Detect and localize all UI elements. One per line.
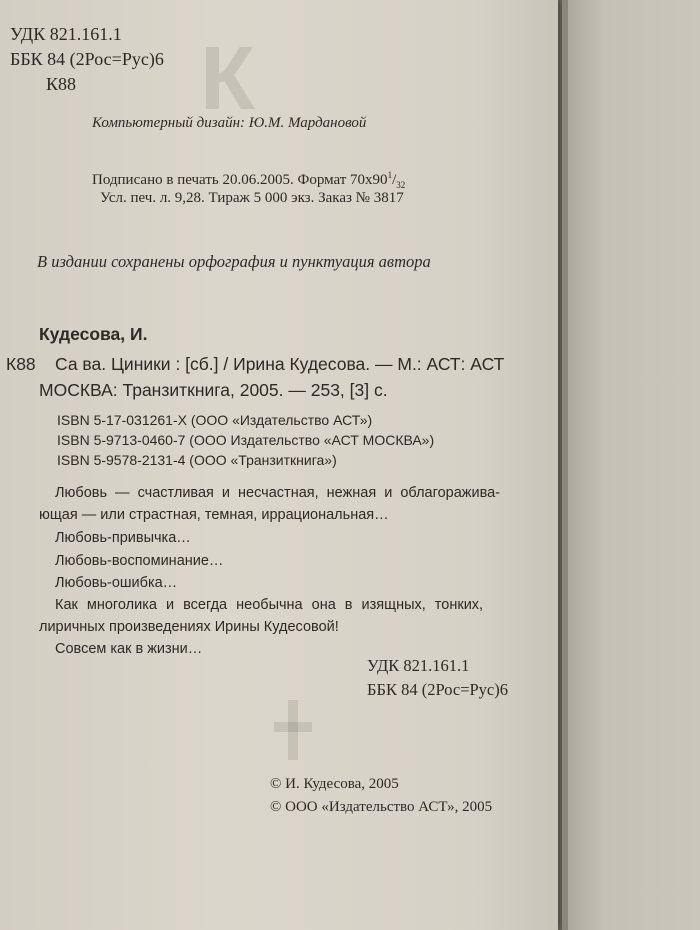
annotation-line: Любовь-воспоминание… [55,553,224,569]
footer-udk-code: УДК 821.161.1 [367,656,470,675]
isbn-line: ISBN 5-9578-2131-4 (ООО «Транзиткнига») [57,452,337,468]
footer-bbk-code: ББК 84 (2Рос=Рус)6 [367,680,508,699]
adjacent-page-edge [562,0,700,930]
page-gutter [562,0,568,930]
spelling-notice: В издании сохранены орфография и пунктуация автора [37,252,431,271]
show-through-title: К [200,29,257,129]
isbn-line: ISBN 5-17-031261-Х (ООО «Издательство АСТ») [57,412,373,428]
annotation-paragraph-2a: Как многолика и всегда необычна она в изящных, тонких, [55,597,484,613]
annotation-line: Любовь-привычка… [55,530,191,546]
isbn-line: ISBN 5-9713-0460-7 (ООО Издательство «АСТ МОСКВА») [57,432,435,448]
print-info-line-2: Усл. печ. л. 9,28. Тираж 5 000 экз. Заказ № 3817 [100,190,404,206]
author-mark: К88 [46,74,77,94]
show-through-logo [270,700,316,760]
annotation-paragraph-1a: Любовь — счастливая и несчастная, нежная и облагоражива- [55,485,501,501]
copyright-publisher: © ООО «Издательство АСТ», 2005 [270,799,493,815]
print-info-line-1: Подписано в печать 20.06.2005. Формат $70х90^1/_{32}$ [92,170,406,190]
bbk-code: ББК 84 (2Рос=Рус)6 [10,49,164,69]
catalog-mark: К88 [6,354,36,374]
annotation-paragraph-2b: лиричных произведениях Ирины Кудесовой! [39,619,339,635]
udk-code: УДК 821.161.1 [10,24,122,44]
logo-icon [270,700,316,760]
catalog-author: Кудесова, И. [39,324,148,344]
copyright-author: © И. Кудесова, 2005 [270,776,399,792]
annotation-line: Любовь-ошибка… [55,575,178,591]
design-credit: Компьютерный дизайн: Ю.М. Мардановой [92,115,367,131]
annotation-paragraph-1b: ющая — или страстная, темная, иррациональная… [39,507,389,523]
annotation-line: Совсем как в жизни… [55,641,203,657]
catalog-line-1: Са ва. Циники : [сб.] / Ирина Кудесова. — М.: АСТ: АСТ [55,354,505,374]
catalog-line-2: МОСКВА: Транзиткнига, 2005. — 253, [3] с. [39,380,388,400]
